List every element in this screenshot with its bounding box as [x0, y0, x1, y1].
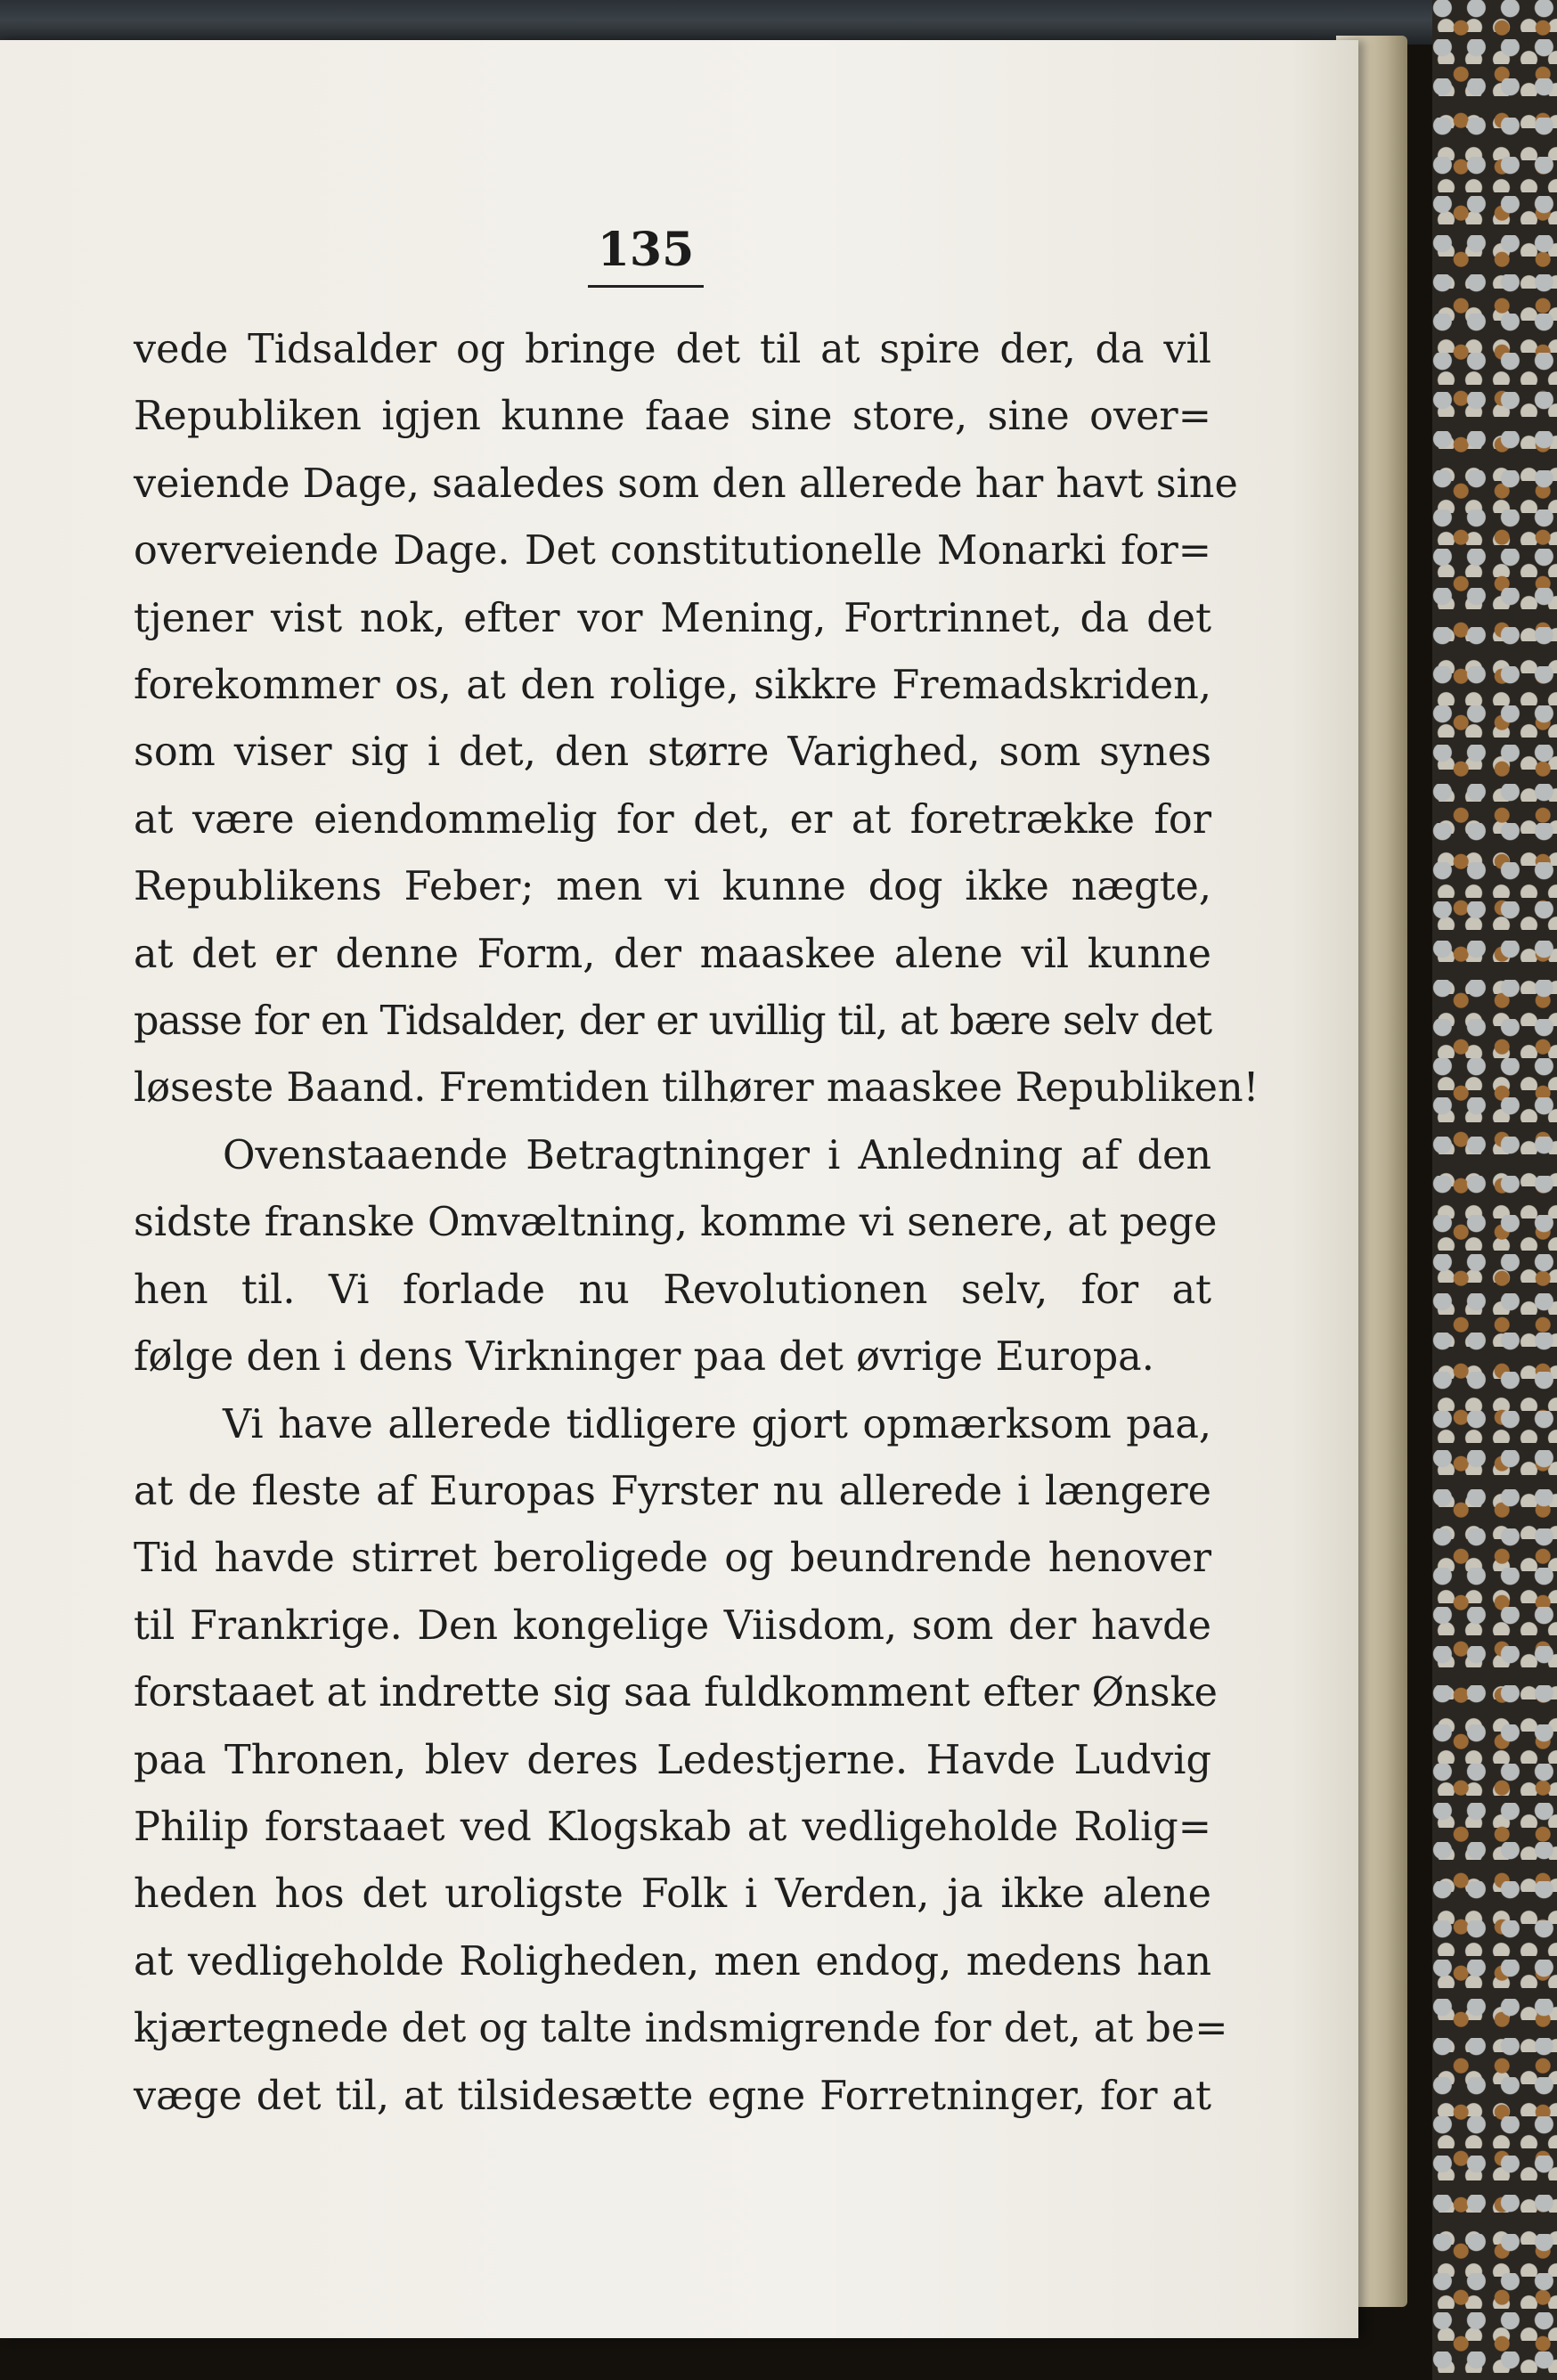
text-line: paa Thronen, blev deres Ledestjerne. Havde Ludvig	[134, 1737, 1211, 1783]
text-line: at de fleste af Europas Fyrster nu allerede i længere	[134, 1468, 1211, 1514]
text-line: vede Tidsalder og bringe det til at spire der, da vil	[134, 327, 1211, 372]
page-number-rule	[588, 285, 704, 288]
body-text	[134, 316, 1259, 2130]
text-line: sidste franske Omvæltning, komme vi senere, at pege	[134, 1200, 1218, 1246]
text-line: Vi have allerede tidligere gjort opmærksom paa,	[223, 1401, 1211, 1447]
text-line: forekommer os, at den rolige, sikkre Fremadskriden,	[134, 663, 1211, 709]
text-line: tjener vist nok, efter vor Mening, Fortrinnet, da det	[134, 595, 1211, 641]
text-line: Republiken igjen kunne faae sine store, sine over=	[134, 394, 1211, 440]
text-line: Republikens Feber; men vi kunne dog ikke nægte,	[134, 864, 1211, 910]
text-line: at det er denne Form, der maaskee alene vil kunne	[134, 931, 1211, 977]
text-line: Ovenstaaende Betragtninger i Anledning af den	[223, 1132, 1211, 1178]
text-line: forstaaet at indrette sig saa fuldkomment efter Ønske	[134, 1670, 1218, 1716]
text-line: kjærtegnede det og talte indsmigrende for det, at be=	[134, 2006, 1228, 2052]
text-line: at være eiendommelig for det, er at foretrække for	[134, 796, 1211, 843]
text-line: til Frankrige. Den kongelige Viisdom, som der havde	[134, 1602, 1211, 1649]
text-line: passe for en Tidsalder, der er uvillig til, at bære selv det	[134, 998, 1211, 1045]
text-line: følge den i dens Virkninger paa det øvrige Europa.	[134, 1334, 1154, 1381]
text-line: væge det til, at tilsidesætte egne Forretninger, for at	[134, 2073, 1211, 2119]
page-number: 135	[597, 223, 695, 277]
text-line: at vedligeholde Roligheden, men endog, medens han	[134, 1938, 1211, 1985]
text-line: Philip forstaaet ved Klogskab at vedligeholde Rolig=	[134, 1804, 1211, 1850]
text-line: løseste Baand. Fremtiden tilhører maaskee Republiken!	[134, 1065, 1259, 1112]
text-line: Tid havde stirret beroligede og beundrende henover	[134, 1536, 1211, 1582]
marbled-endpaper	[1432, 0, 1557, 2380]
book-page	[0, 40, 1358, 2338]
text-line: overveiende Dage. Det constitutionelle Monarki for=	[134, 528, 1211, 575]
text-line: veiende Dage, saaledes som den allerede har havt sine	[134, 461, 1238, 507]
text-line: hen til. Vi forlade nu Revolutionen selv, for at	[134, 1267, 1211, 1313]
text-line: som viser sig i det, den større Varighed, som synes	[134, 729, 1211, 776]
book-binding-top	[0, 0, 1557, 45]
text-line: heden hos det uroligste Folk i Verden, ja ikke alene	[134, 1871, 1211, 1918]
